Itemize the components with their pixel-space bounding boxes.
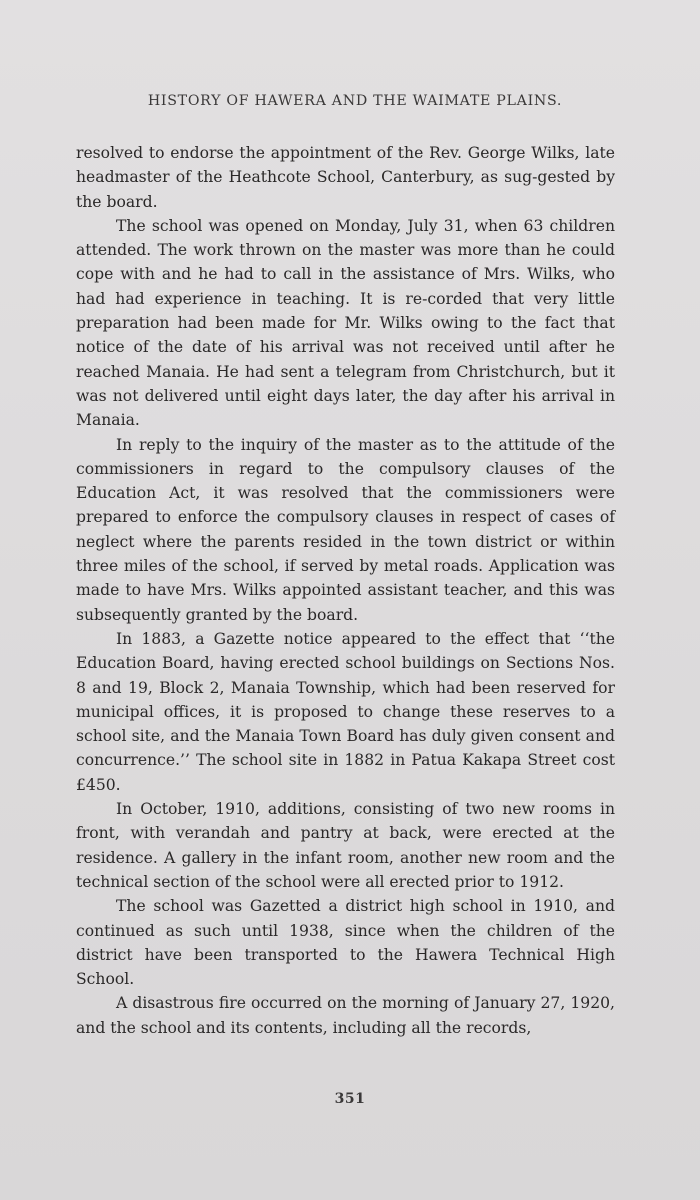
paragraph-5: In October, 1910, additions, consisting of two new rooms in front, with verandah and pantry at back, were erected at the residence. A gallery in the infant room, another new room and the technical section of the school were all erected prior to 1912. — [76, 800, 615, 891]
paragraph-1: resolved to endorse the appointment of the Rev. George Wilks, late headmaster of the Heathcote School, Canterbury, as sug-gested by the board. — [76, 144, 615, 211]
paragraph-3: In reply to the inquiry of the master as to the attitude of the commissioners in regard to the compulsory clauses of the Education Act, it was resolved that the commissioners were prepared to enforce the compulsory clauses in respect of cases of neglect where the parents resided in the town district or within three miles of the school, if served by metal roads. Application was made to have Mrs. Wilks appointed assistant teacher, and this was subsequently granted by the board. — [76, 435, 615, 624]
paragraph-2: The school was opened on Monday, July 31, when 63 children attended. The work thrown on the master was more than he could cope with and he had to call in the assistance of Mrs. Wilks, who had had experience in teaching. It is re-corded that very little preparation had been made for Mr. Wilks owing to the fact that notice of the date of his arrival was not received until after he reached Manaia. He had sent a telegram from Christchurch, but it was not delivered until eight days later, the day after his arrival in Manaia. — [76, 216, 615, 430]
paragraph-6: The school was Gazetted a district high school in 1910, and continued as such until 1938, since when the children of the district have been transported to the Hawera Technical High School. — [76, 897, 615, 989]
running-head: HISTORY OF HAWERA AND THE WAIMATE PLAINS. — [147, 93, 563, 109]
page-number: 351 — [334, 1091, 366, 1107]
body-text — [76, 141, 615, 1040]
paragraph-7: A disastrous fire occurred on the morning of January 27, 1920, and the school and its contents, including all the records, — [76, 994, 615, 1037]
paragraph-4: In 1883, a Gazette notice appeared to the effect that ‘‘the Education Board, having erected school buildings on Sections Nos. 8 and 19, Block 2, Manaia Township, which had been reserved for municipal offices, it is proposed to change these reserves to a school site, and the Manaia Town Board has duly given consent and concurrence.’’ The school site in 1882 in Patua Kakapa Street cost £450. — [76, 629, 615, 794]
